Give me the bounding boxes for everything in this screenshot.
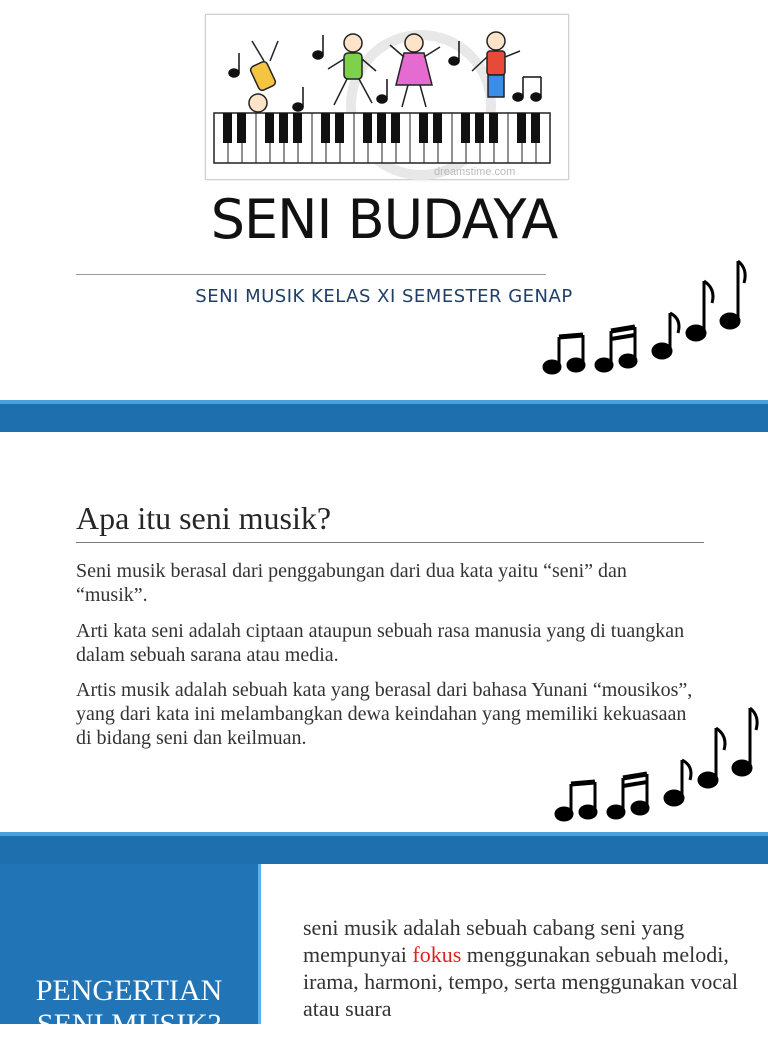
panel-title: PENGERTIAN SENI MUSIK?: [35, 974, 223, 1041]
music-notes-decoration: [540, 255, 750, 380]
slide-divider-band: [0, 400, 768, 436]
heading-divider: [76, 542, 704, 543]
slide-heading: Apa itu seni musik?: [76, 500, 332, 536]
paragraph: Arti kata seni adalah ciptaan ataupun sebuah rasa manusia yang di tuangkan dalam sebuah sarana atau media.: [76, 620, 685, 666]
music-notes-icon: [552, 702, 762, 827]
piano-keys: [214, 113, 550, 163]
slide-divider-band: [0, 832, 768, 868]
dancing-kids-piano-illustration: [205, 14, 569, 180]
definition-text: menggunakan sebuah melodi, irama, harmoni, tempo, serta menggunakan vocal atau suara: [303, 942, 738, 1021]
music-notes-icon: [540, 255, 750, 380]
title-divider: [76, 274, 546, 275]
watermark-text: dreamstime.com: [434, 166, 516, 178]
definition-slide: [0, 864, 768, 1041]
definition-text: seni musik adalah sebuah cabang seni yang mempunyai: [303, 915, 685, 967]
title-slide: [0, 0, 768, 400]
kids-piano-graphic: [206, 15, 568, 179]
music-notes-decoration: [552, 702, 762, 827]
highlighted-word: fokus: [412, 942, 462, 967]
title-panel: [0, 864, 261, 1041]
paragraph: Artis musik adalah sebuah kata yang berasal dari bahasa Yunani “mousikos”, yang dari kata ini melambangkan dewa keindahan yang memiliki kekuasaan di bidang seni dan keilmuan.: [76, 679, 693, 749]
slide-title: SENI BUDAYA: [210, 188, 558, 251]
content-slide: [0, 432, 768, 832]
paragraph: Seni musik berasal dari penggabungan dari dua kata yaitu “seni” dan “musik”.: [76, 560, 627, 606]
definition-paragraph: [303, 914, 753, 1022]
slide-subtitle: SENI MUSIK KELAS XI SEMESTER GENAP: [195, 286, 573, 307]
